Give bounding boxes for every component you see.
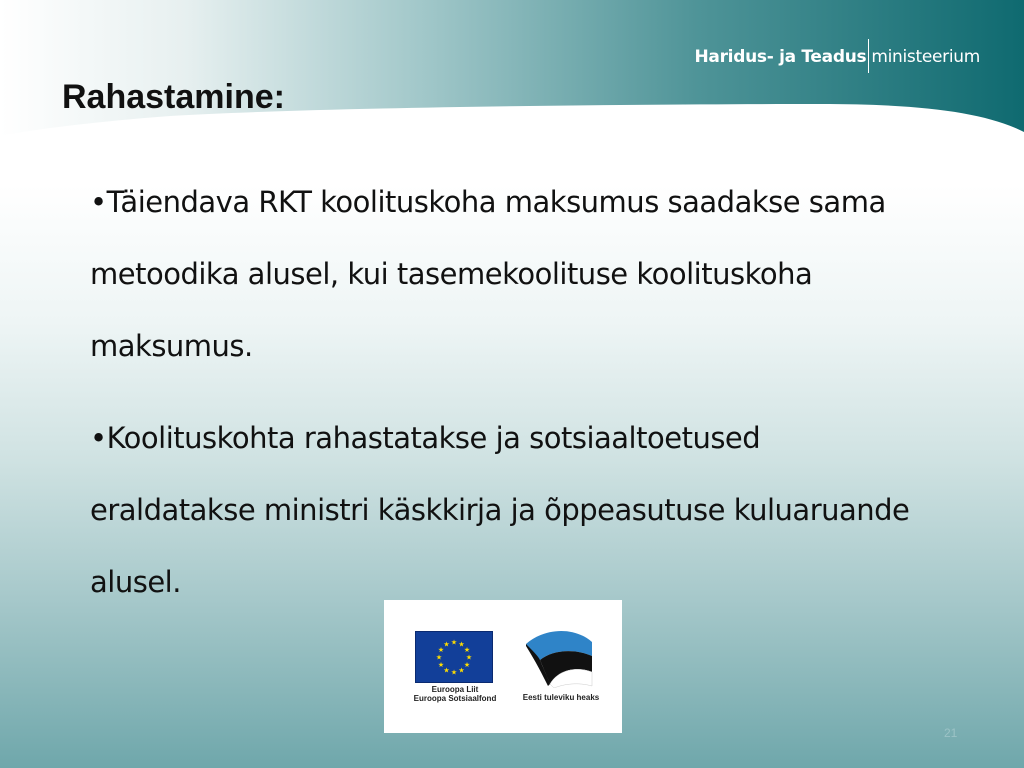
bullet-item-2: •Koolituskohta rahastatakse ja sotsiaaltoetused eraldatakse ministri käskkirja ja õppeasutuse kuluaruande alusel. — [90, 421, 910, 599]
eu-stars — [416, 632, 492, 682]
header-band — [0, 0, 1024, 150]
eu-star: ★ — [437, 661, 445, 669]
eu-caption-line2: Euroopa Sotsiaalfond — [413, 694, 497, 703]
eu-caption — [410, 685, 500, 703]
eu-star: ★ — [437, 646, 445, 654]
slide-title: Rahastamine: — [62, 78, 285, 116]
ministry-logo-light: ministeerium — [871, 47, 980, 67]
bullet-list — [90, 166, 920, 638]
bullet-item-1: •Täiendava RKT koolituskoha maksumus saadakse sama metoodika alusel, kui tasemekoolituse koolituskoha maksumus. — [90, 185, 886, 363]
eu-star: ★ — [465, 653, 473, 662]
eu-star: ★ — [458, 666, 465, 675]
ministry-logo-divider — [868, 39, 869, 73]
eu-star: ★ — [458, 640, 465, 649]
eu-star: ★ — [450, 668, 458, 677]
eu-star: ★ — [435, 653, 443, 662]
eu-star: ★ — [450, 638, 458, 647]
eu-flag-icon — [415, 631, 493, 683]
eu-star: ★ — [463, 646, 471, 654]
ministry-logo-strong: Haridus- ja Teadus — [694, 47, 867, 67]
ministry-logo — [695, 40, 981, 74]
eu-star: ★ — [463, 661, 471, 669]
eu-star: ★ — [443, 666, 450, 675]
estonia-flag-icon — [524, 626, 594, 688]
eu-caption-line1: Euroopa Liit — [431, 685, 479, 694]
page-number: 21 — [944, 726, 958, 740]
funding-logos — [384, 600, 622, 733]
estonia-caption: Eesti tuleviku heaks — [522, 693, 600, 702]
eu-star: ★ — [443, 640, 450, 649]
